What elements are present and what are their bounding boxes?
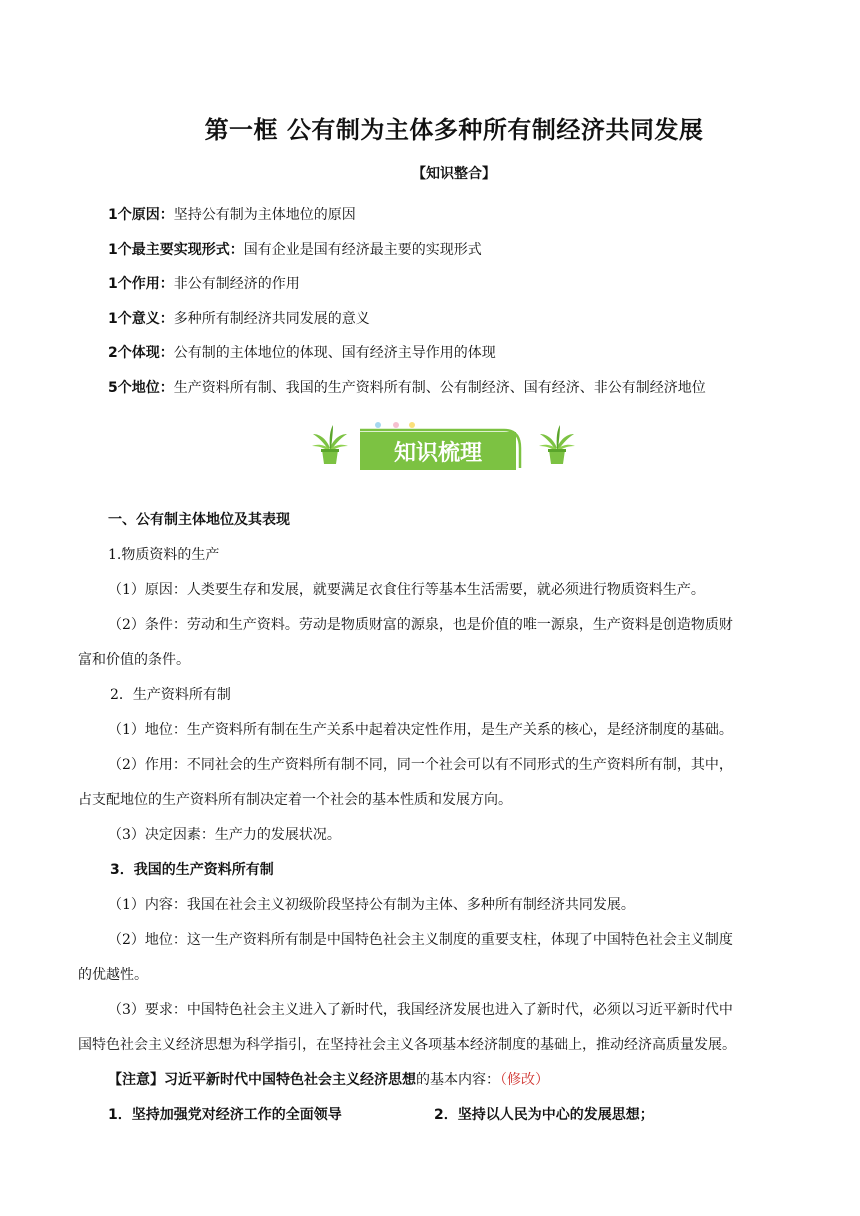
note-label: 【注意】	[108, 1072, 164, 1088]
banner-title: 知识梳理	[393, 441, 483, 466]
note-line	[78, 1063, 788, 1098]
subsection-heading: 3．我国的生产资料所有制	[110, 862, 274, 878]
subsection-heading: 2．生产资料所有制	[110, 687, 231, 703]
summary-item	[108, 376, 706, 411]
banner-dot	[375, 422, 381, 428]
summary-value: 公有制的主体地位的体现、国有经济主导作用的体现	[173, 345, 496, 361]
summary-item	[108, 203, 706, 238]
summary-item	[108, 238, 706, 273]
paragraph: （1）原因：人类要生存和发展，就要满足衣食住行等基本生活需要，就必须进行物质资料生产。	[108, 582, 705, 598]
paragraph: （2）作用：不同社会的生产资料所有制不同，同一个社会可以有不同形式的生产资料所有制，其中，	[108, 757, 733, 773]
content-items-row	[78, 1098, 788, 1133]
summary-key: 2个体现：	[108, 345, 174, 361]
summary-key: 1个意义：	[108, 310, 174, 327]
content-item: 2．坚持以人民为中心的发展思想；	[434, 1107, 654, 1123]
summary-value: 生产资料所有制、我国的生产资料所有制、公有制经济、国有经济、非公有制经济地位	[173, 379, 706, 396]
summary-item	[108, 307, 706, 342]
banner-dot	[409, 422, 415, 428]
paragraph: （1）内容：我国在社会主义初级阶段坚持公有制为主体、多种所有制经济共同发展。	[108, 897, 635, 913]
paragraph: （3）要求：中国特色社会主义进入了新时代，我国经济发展也进入了新时代，必须以习近平新时代中	[108, 1002, 733, 1018]
subsection-heading: 1.物质资料的生产	[108, 547, 220, 563]
summary-item	[108, 341, 706, 376]
summary-key: 1个作用：	[108, 276, 174, 292]
note-bold-text: 习近平新时代中国特色社会主义经济思想	[164, 1072, 416, 1088]
paragraph-continued: 占支配地位的生产资料所有制决定着一个社会的基本性质和发展方向。	[78, 792, 512, 808]
summary-value: 国有企业是国有经济最主要的实现形式	[243, 241, 482, 258]
summary-key: 5个地位：	[108, 379, 174, 396]
summary-value: 非公有制经济的作用	[173, 276, 300, 292]
summary-list	[108, 203, 706, 410]
content-item: 1．坚持加强党对经济工作的全面领导	[108, 1107, 342, 1123]
paragraph: （3）决定因素：生产力的发展状况。	[108, 827, 341, 843]
paragraph: （1）地位：生产资料所有制在生产关系中起着决定性作用，是生产关系的核心，是经济制度的基础。	[108, 722, 733, 738]
summary-value: 多种所有制经济共同发展的意义	[173, 310, 370, 327]
plant-icon	[538, 424, 576, 466]
summary-value: 坚持公有制为主体地位的原因	[173, 207, 356, 223]
summary-key: 1个原因：	[108, 207, 174, 223]
paragraph-continued: 的优越性。	[78, 967, 148, 983]
page-subtitle: 【知识整合】	[412, 166, 496, 182]
paragraph-continued: 国特色社会主义经济思想为科学指引，在坚持社会主义各项基本经济制度的基础上，推动经济高质量发展。	[78, 1037, 736, 1053]
paragraph: （2）条件：劳动和生产资料。劳动是物质财富的源泉，也是价值的唯一源泉，生产资料是创造物质财	[108, 617, 733, 633]
paragraph: （2）地位：这一生产资料所有制是中国特色社会主义制度的重要支柱，体现了中国特色社会主义制度	[108, 932, 733, 948]
section-heading: 一、公有制主体地位及其表现	[108, 512, 290, 528]
note-text: 的基本内容：	[416, 1072, 500, 1088]
summary-key: 1个最主要实现形式：	[108, 241, 244, 258]
paragraph-continued: 富和价值的条件。	[78, 652, 190, 668]
summary-item	[108, 272, 706, 307]
note-revised-tag: （修改）	[500, 1072, 549, 1088]
document-body	[78, 503, 788, 1133]
banner-dot	[393, 422, 399, 428]
page-title: 第一框 公有制为主体多种所有制经济共同发展	[204, 116, 704, 144]
